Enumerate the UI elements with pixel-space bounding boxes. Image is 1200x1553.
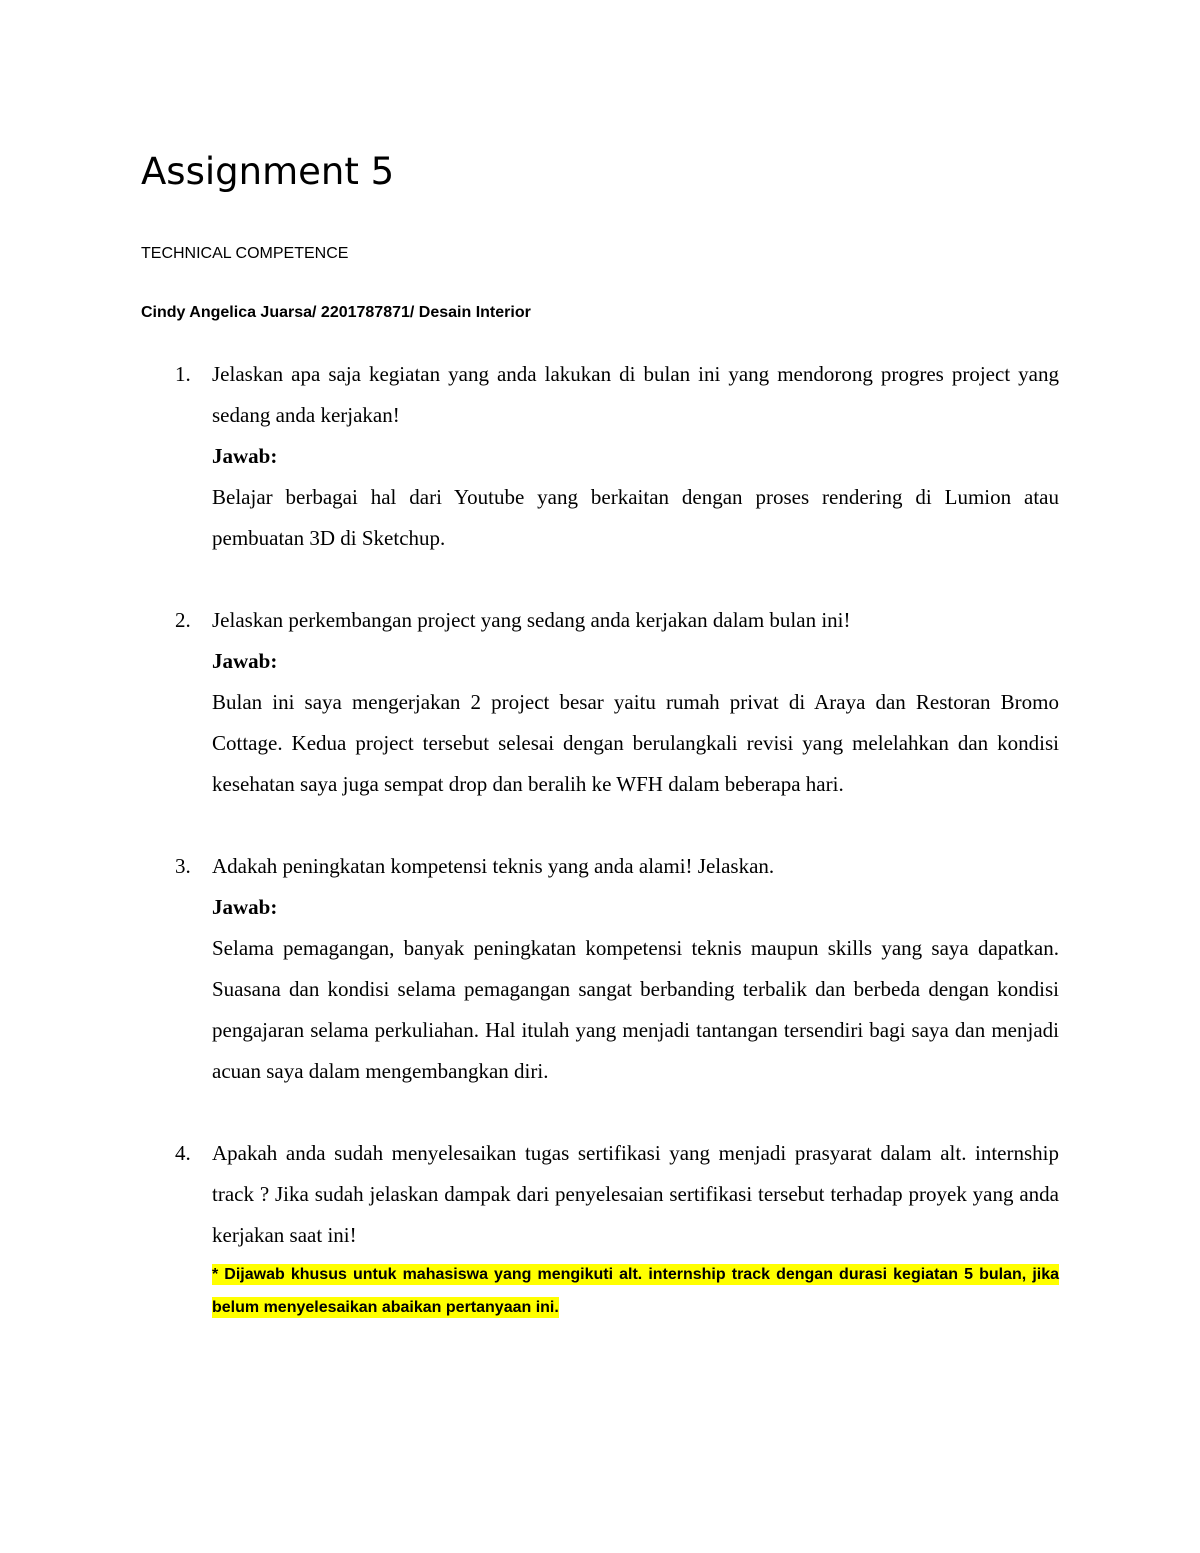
answer-text: Belajar berbagai hal dari Youtube yang berkaitan dengan proses rendering di Lumion atau pembuatan 3D di Sketchup. [212, 485, 1059, 550]
answer-label: Jawab: [212, 895, 278, 919]
question-text: Adakah peningkatan kompetensi teknis yang anda alami! Jelaskan. [212, 854, 775, 878]
highlighted-note [212, 1258, 1059, 1324]
question-number: 3. [175, 854, 191, 878]
question-item-4 [141, 1133, 1059, 1324]
question-number: 2. [175, 608, 191, 632]
answer-text: Selama pemagangan, banyak peningkatan kompetensi teknis maupun skills yang saya dapatkan. Suasana dan kondisi selama pemagangan sangat berbanding terbalik dan berbeda dengan kondisi pengajaran selama perkuliahan. Hal itulah yang menjadi tantangan tersendiri bagi saya dan menjadi acuan saya dalam mengembangkan diri. [212, 936, 1059, 1083]
question-item-1 [141, 354, 1059, 559]
answer-label: Jawab: [212, 444, 278, 468]
author-line: Cindy Angelica Juarsa/ 2201787871/ Desain Interior [141, 304, 531, 321]
question-item-3 [141, 846, 1059, 1092]
question-number: 4. [175, 1141, 191, 1165]
question-text: Jelaskan perkembangan project yang sedang anda kerjakan dalam bulan ini! [212, 608, 851, 632]
page-title: Assignment 5 [141, 150, 395, 193]
note-text: * Dijawab khusus untuk mahasiswa yang mengikuti alt. internship track dengan durasi kegiatan 5 bulan, jika belum menyelesaikan abaikan pertanyaan ini. [212, 1266, 1059, 1316]
question-list [141, 354, 1059, 1324]
question-item-2 [141, 600, 1059, 805]
question-number: 1. [175, 362, 191, 386]
question-text: Apakah anda sudah menyelesaikan tugas sertifikasi yang menjadi prasyarat dalam alt. internship track ? Jika sudah jelaskan dampak dari penyelesaian sertifikasi tersebut terhadap proyek yang anda kerjakan saat ini! [212, 1141, 1059, 1247]
document-subtitle: TECHNICAL COMPETENCE [141, 245, 349, 262]
answer-text: Bulan ini saya mengerjakan 2 project besar yaitu rumah privat di Araya dan Restoran Bromo Cottage. Kedua project tersebut selesai dengan berulangkali revisi yang melelahkan dan kondisi kesehatan saya juga sempat drop dan beralih ke WFH dalam beberapa hari. [212, 690, 1059, 796]
answer-label: Jawab: [212, 649, 278, 673]
question-text: Jelaskan apa saja kegiatan yang anda lakukan di bulan ini yang mendorong progres project yang sedang anda kerjakan! [212, 362, 1059, 427]
